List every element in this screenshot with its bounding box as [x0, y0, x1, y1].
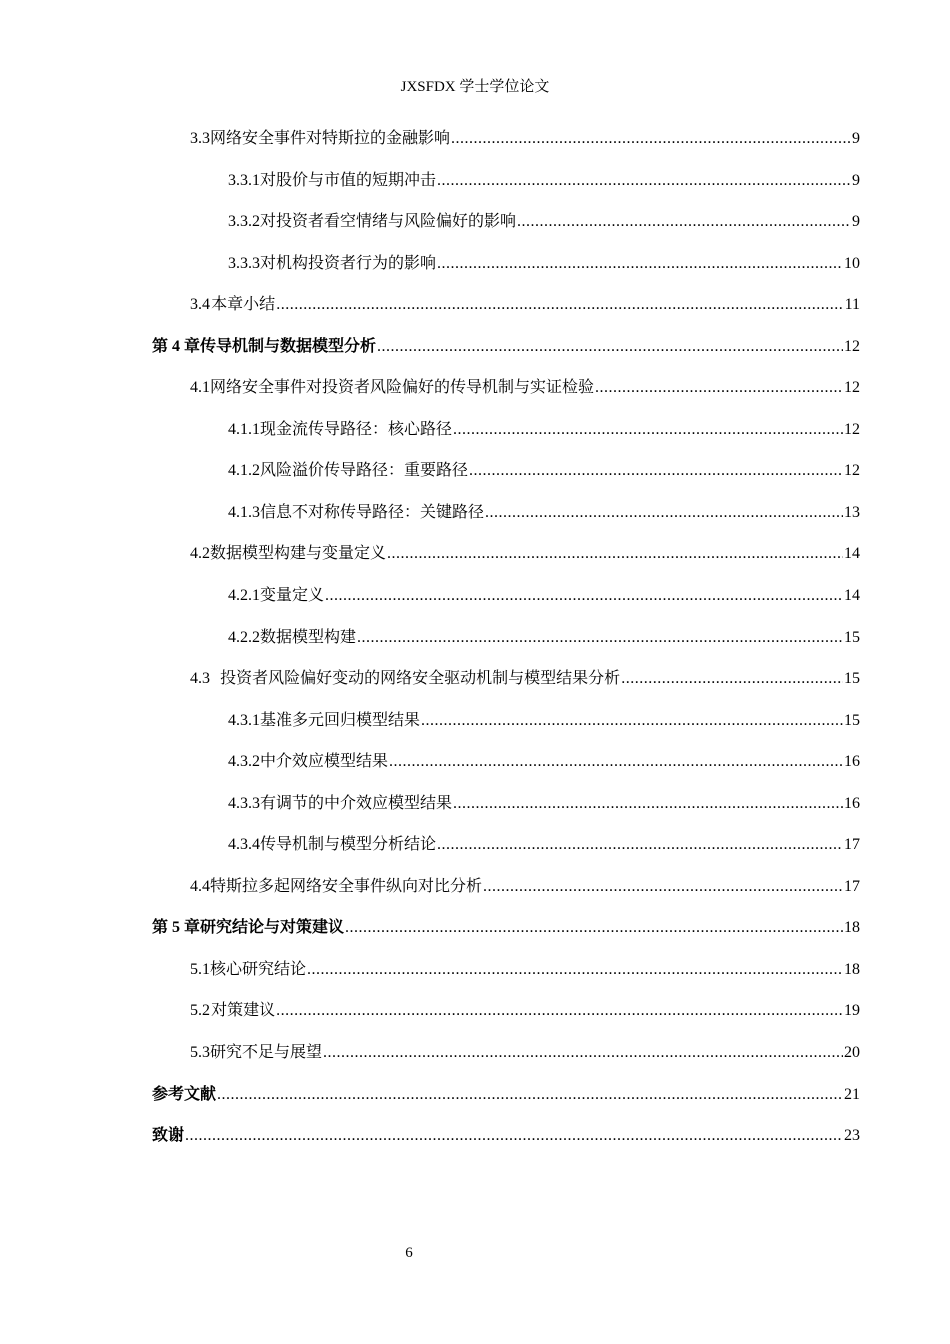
toc-entry-page: 19 — [844, 1002, 860, 1020]
toc-entry-title: 数据模型构建与变量定义 — [210, 543, 387, 563]
toc-entry[interactable] — [152, 740, 860, 782]
toc-entry-number: 4.3 — [190, 670, 210, 688]
toc-entry[interactable] — [152, 1114, 860, 1156]
toc-dot-leader — [276, 990, 843, 1032]
toc-entry-title: 网络安全事件对特斯拉的金融影响 — [210, 128, 451, 147]
toc-entry[interactable] — [152, 1073, 860, 1115]
toc-entry-number: 3.3.1 — [228, 171, 260, 189]
toc-entry-title: 传导机制与数据模型分析 — [200, 335, 377, 355]
toc-entry-number: 5.1 — [190, 960, 210, 978]
toc-dot-leader — [485, 492, 843, 534]
toc-entry-page: 9 — [852, 213, 860, 231]
toc-entry-page: 14 — [844, 587, 860, 605]
toc-entry-title: 致谢 — [152, 1125, 185, 1145]
toc-entry[interactable] — [152, 366, 860, 408]
toc-entry-page: 12 — [844, 420, 860, 438]
toc-entry-page: 15 — [844, 628, 860, 646]
toc-entry-page: 14 — [844, 545, 860, 563]
toc-entry-number: 3.4 — [190, 296, 210, 314]
toc-entry[interactable] — [152, 491, 860, 533]
toc-entry-number: 第 5 章 — [152, 919, 201, 937]
toc-dot-leader — [451, 118, 851, 160]
toc-entry-title: 对股价与市值的短期冲击 — [260, 169, 437, 189]
toc-entry-page: 21 — [844, 1085, 860, 1103]
toc-entry-page: 20 — [844, 1044, 860, 1062]
toc-dot-leader — [387, 533, 843, 575]
toc-entry[interactable] — [152, 242, 860, 284]
toc-dot-leader — [453, 783, 843, 825]
table-of-contents — [152, 117, 860, 1156]
toc-dot-leader — [377, 326, 843, 368]
toc-dot-leader — [276, 284, 843, 326]
toc-dot-leader — [421, 700, 843, 742]
toc-entry-number: 4.2 — [190, 545, 210, 563]
toc-entry[interactable] — [152, 948, 860, 990]
toc-dot-leader — [217, 1074, 843, 1116]
toc-entry[interactable] — [152, 532, 860, 574]
toc-entry-title: 中介效应模型结果 — [260, 751, 389, 771]
toc-entry-title: 基准多元回归模型结果 — [260, 709, 421, 729]
toc-entry-number: 4.3.2 — [228, 753, 260, 771]
toc-dot-leader — [517, 201, 851, 243]
toc-entry[interactable] — [152, 325, 860, 367]
toc-dot-leader — [437, 243, 843, 285]
toc-entry-title: 研究不足与展望 — [210, 1042, 323, 1062]
toc-entry-number: 第 4 章 — [152, 337, 201, 355]
toc-entry[interactable] — [152, 200, 860, 242]
toc-dot-leader — [483, 866, 843, 908]
toc-entry[interactable] — [152, 1031, 860, 1073]
toc-entry-number: 4.1.3 — [228, 503, 260, 521]
toc-entry-page: 18 — [844, 919, 860, 937]
page-number: 6 — [405, 1245, 413, 1261]
toc-dot-leader — [621, 658, 843, 700]
toc-entry-page: 15 — [844, 711, 860, 729]
toc-dot-leader — [453, 409, 843, 451]
toc-entry-number: 4.3.1 — [228, 711, 260, 729]
toc-dot-leader — [595, 367, 843, 409]
toc-entry-number: 5.2 — [190, 1002, 210, 1020]
toc-entry[interactable] — [152, 657, 860, 699]
toc-entry-number: 4.4 — [190, 877, 210, 895]
toc-entry-page: 18 — [844, 960, 860, 978]
toc-entry[interactable] — [152, 616, 860, 658]
toc-entry-page: 12 — [844, 337, 860, 355]
toc-entry-number: 5.3 — [190, 1044, 210, 1062]
toc-entry-number: 4.1 — [190, 379, 210, 397]
toc-entry-title: 对机构投资者行为的影响 — [260, 252, 437, 272]
toc-entry-title: 本章小结 — [211, 294, 276, 314]
toc-entry[interactable] — [152, 782, 860, 824]
toc-dot-leader — [437, 824, 843, 866]
toc-entry-title: 网络安全事件对投资者风险偏好的传导机制与实证检验 — [210, 377, 595, 397]
toc-entry[interactable] — [152, 283, 860, 325]
toc-dot-leader — [357, 617, 843, 659]
toc-entry-page: 9 — [852, 171, 860, 189]
toc-dot-leader — [325, 575, 843, 617]
toc-entry-title: 核心研究结论 — [210, 958, 307, 978]
toc-entry-number: 4.3.3 — [228, 794, 260, 812]
toc-entry-page: 13 — [844, 503, 860, 521]
toc-entry-title: 变量定义 — [260, 585, 325, 605]
toc-entry-title: 信息不对称传导路径：关键路径 — [260, 501, 485, 521]
toc-entry-title: 数据模型构建 — [260, 626, 357, 646]
toc-entry-page: 23 — [844, 1127, 860, 1145]
toc-dot-leader — [437, 160, 851, 202]
toc-entry[interactable] — [152, 906, 860, 948]
toc-entry-title: 对投资者看空情绪与风险偏好的影响 — [260, 211, 517, 231]
toc-entry-title: 传导机制与模型分析结论 — [260, 834, 437, 854]
toc-entry-number: 3.3 — [190, 130, 210, 147]
toc-dot-leader — [469, 450, 843, 492]
toc-entry-number: 4.2.2 — [228, 628, 260, 646]
toc-entry-title: 有调节的中介效应模型结果 — [260, 792, 453, 812]
toc-entry-page: 17 — [844, 877, 860, 895]
toc-dot-leader — [185, 1115, 843, 1157]
toc-entry-number: 4.2.1 — [228, 587, 260, 605]
toc-entry-page: 16 — [844, 794, 860, 812]
toc-entry-number: 4.1.2 — [228, 462, 260, 480]
toc-entry-number: 4.1.1 — [228, 420, 260, 438]
toc-dot-leader — [389, 741, 843, 783]
toc-entry[interactable] — [152, 574, 860, 616]
toc-entry[interactable] — [152, 823, 860, 865]
toc-entry-page: 12 — [844, 462, 860, 480]
toc-entry-page: 9 — [852, 130, 860, 147]
toc-entry-page: 15 — [844, 670, 860, 688]
toc-entry-title: 对策建议 — [211, 1000, 276, 1020]
toc-entry-page: 12 — [844, 379, 860, 397]
toc-entry-page: 10 — [844, 254, 860, 272]
toc-dot-leader — [323, 1032, 843, 1074]
toc-entry-title: 风险溢价传导路径：重要路径 — [260, 460, 469, 480]
toc-entry-title: 研究结论与对策建议 — [200, 917, 345, 937]
toc-dot-leader — [307, 949, 843, 991]
toc-entry-title: 现金流传导路径：核心路径 — [260, 418, 453, 438]
toc-entry-page: 17 — [844, 836, 860, 854]
toc-entry[interactable] — [152, 989, 860, 1031]
toc-entry[interactable] — [152, 865, 860, 907]
toc-entry-page: 11 — [844, 296, 860, 314]
toc-entry-number: 3.3.3 — [228, 254, 260, 272]
toc-entry-title: 特斯拉多起网络安全事件纵向对比分析 — [210, 875, 483, 895]
toc-entry[interactable] — [152, 408, 860, 450]
toc-entry-title: 投资者风险偏好变动的网络安全驱动机制与模型结果分析 — [210, 668, 621, 688]
toc-entry[interactable] — [152, 159, 860, 201]
toc-entry[interactable] — [152, 699, 860, 741]
page-header: JXSFDX 学士学位论文 — [400, 79, 550, 95]
toc-entry[interactable] — [152, 449, 860, 491]
toc-entry-page: 16 — [844, 753, 860, 771]
toc-entry-number: 3.3.2 — [228, 213, 260, 231]
toc-dot-leader — [345, 907, 843, 949]
toc-entry[interactable] — [152, 117, 860, 159]
toc-entry-title: 参考文献 — [152, 1083, 217, 1103]
toc-entry-number: 4.3.4 — [228, 836, 260, 854]
